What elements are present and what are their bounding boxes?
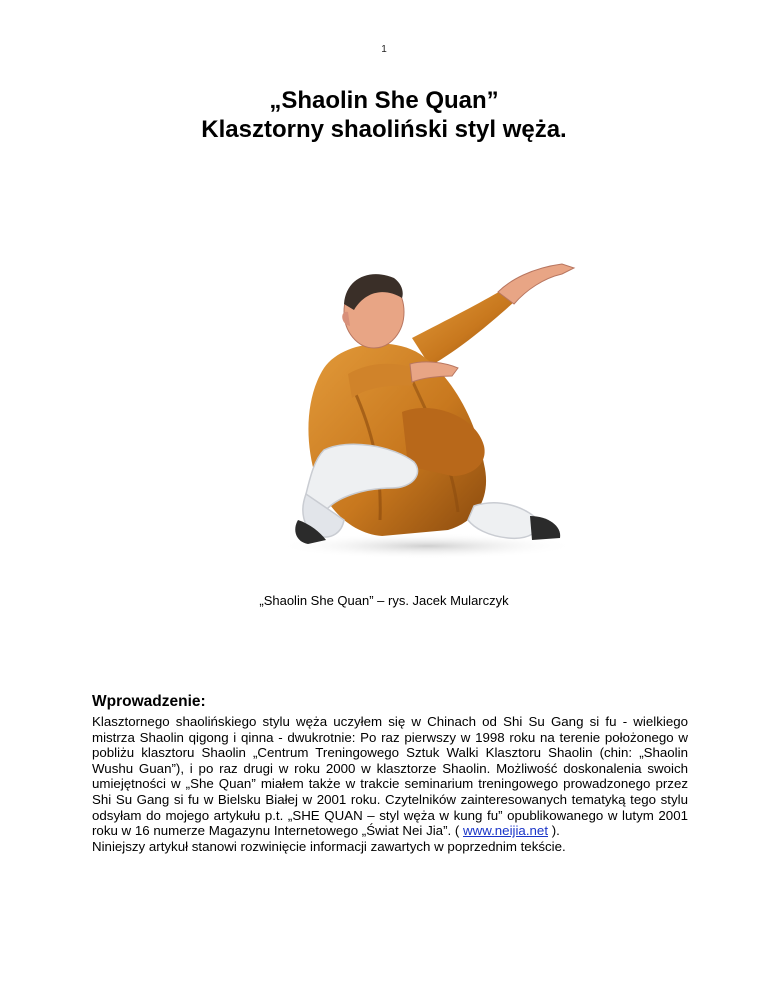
intro-text-end: ). xyxy=(548,823,560,839)
wrapped-leg-rear xyxy=(468,503,539,538)
page-title xyxy=(0,86,768,144)
section-heading: Wprowadzenie: xyxy=(92,693,206,710)
neijia-link[interactable]: www.neijia.net xyxy=(463,823,549,839)
title-line-1: „Shaolin She Quan” xyxy=(269,87,499,114)
intro-text: Klasztornego shaolińskiego stylu węża uczyłem się w Chinach od Shi Su Gang si fu - wielkiego mistrza Shaolin qigong i qinna - dwukrotnie: Po raz pierwszy w 1998 roku na terenie położonego w pobliżu klasztoru Shaolin „Centrum Treningowego Sztuk Walki Klasztoru Shaolin (chin: „Shaolin Wushu Guan”), i po raz drugi w roku 2000 w klasztorze Shaolin. Możliwość doskonalenia swoich umiejętności w „She Quan” miałem także w trakcie seminarium treningowego prowadzonego przez Shi Su Gang si fu w Bielsku Białej w 2001 roku. Czytelników zainteresowanych tematyką tego stylu odsyłam do mojego artykułu p.t. „SHE QUAN – styl węża w kung fu” opublikowanego w lutym 2001 roku w 16 numerze Magazynu Internetowego „Świat Nei Jia”. ( xyxy=(92,714,688,839)
page-number: 1 xyxy=(381,44,387,55)
figure-caption: „Shaolin She Quan” – rys. Jacek Mularczyk xyxy=(259,593,509,608)
intro-section xyxy=(92,693,688,854)
raised-arm-sleeve xyxy=(412,290,514,366)
shoe-rear xyxy=(530,516,560,540)
raised-hand xyxy=(498,264,574,304)
closing-paragraph: Niniejszy artykuł stanowi rozwinięcie informacji zawartych w poprzednim tekście. xyxy=(92,838,566,854)
illustration-monk-snake-stance xyxy=(262,250,582,562)
title-line-2: Klasztorny shaoliński styl węża. xyxy=(201,116,567,143)
intro-paragraph xyxy=(92,714,688,839)
monk-drawing xyxy=(262,250,582,562)
